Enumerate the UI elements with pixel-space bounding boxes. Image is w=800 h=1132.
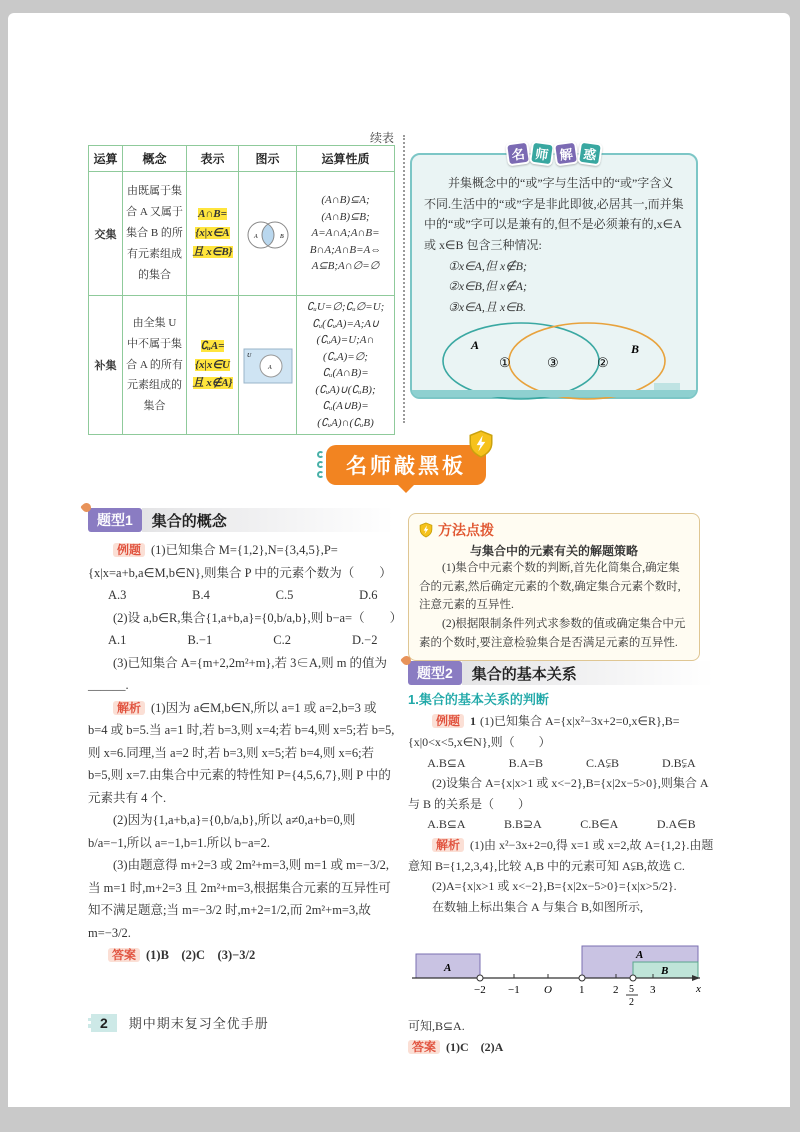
method-point-1: (1)集合中元素个数的判断,首先化简集合,确定集合的元素,然后确定元素的个数,确定集合元素个数时,注意元素的互异性. [419,562,681,612]
option-b: B.4 [192,588,210,603]
column-divider [403,135,405,423]
complement-diagram-icon [243,347,293,385]
question-1 [88,539,396,584]
highlighted-formula: ∁ᵤA={x|x∈U 且 x∉A} [192,339,233,390]
answer-badge: 答案 [108,948,140,962]
case-1: ①x∈A,但 x∉B; [448,258,527,273]
option-b: B.A=B [508,755,544,770]
complement-operation: 补集 [89,296,123,435]
option-d: D.−2 [352,633,378,648]
solution-1-text: (1)因为 a∈M,b∈N,所以 a=1 或 a=2,b=3 或 b=4 或 b=5.当 a=1 时,若 b=3,则 x=4;若 b=4,则 x=5;若 b=5,则 x=6.同理,当 a=2 时,若 b=3,则 x=5;若 b=4,则 x=6;若 b=5,则 x=7.由集合中元素的特性知 P={4,5,6,7},则 P 中的元素共有 4 个. [88,700,395,805]
section-banner [326,445,486,485]
tick-origin: O [544,983,552,996]
method-box-subtitle: 与集合中的元素有关的解题策略 [469,544,638,558]
question-1 [408,711,714,752]
question-1-text: (1)已知集合 M={1,2},N={3,4,5},P={x|x=a+b,a∈M,b∈N},则集合 P 中的元素个数为（ ） [88,543,392,580]
table-row [89,172,395,296]
badge-char: 惑 [577,141,603,167]
answer-line [88,944,396,967]
option-d: D.B⫋A [662,755,696,770]
page-number: 2 [88,1014,117,1032]
method-point-2: (2)根据限制条件列式求参数的值或确定集合中元素的个数时,要注意检验集合是否满足元素的互异性. [419,617,686,649]
option-b: B.B⊇A [504,817,542,832]
venn-region-2: ② [597,355,609,371]
option-c: C.2 [273,633,291,648]
intersection-notation [187,172,239,296]
example-badge: 例题 [432,714,464,728]
topic2-header [408,661,714,685]
figure-caption: 在数轴上标出集合 A 与集合 B,如图所示, [432,899,644,914]
highlighted-formula: A∩B={x|x∈A 且 x∈B} [192,208,233,258]
table-header-row [89,146,395,172]
method-box-title-row [419,520,689,540]
fraction-numerator: 5 [629,983,634,995]
col-header-notation: 表示 [187,146,239,172]
option-a: A.B⊆A [427,817,466,832]
number-line-figure [408,920,714,1015]
topic2-badge [408,661,462,685]
topic1-badge [88,508,142,532]
topic2-content [408,689,714,1057]
subsection-title: 1.集合的基本关系的判断 [408,692,549,707]
option-a: A.3 [108,588,127,603]
shield-icon [468,430,494,458]
complement-properties: ∁ᵤU=∅;∁ᵤ∅=U; ∁ᵤ(∁ᵤA)=A;A∪ (∁ᵤA)=U;A∩ (∁ᵤA)=∅; ∁ᵤ(A∩B)= (∁ᵤA)∪(∁ᵤB); ∁ᵤ(A∪B)= (∁ᵤA)∩(∁ᵤB) [297,296,395,435]
number-line-svg [408,920,708,1008]
tick-2: 2 [613,983,619,996]
spiral-binding-icon [317,451,324,478]
set-a-left-label: A [444,961,452,974]
teacher-tips-intro: 并集概念中的“或”字与生活中的“或”字含义不同.生活中的“或”字是非此即彼,必居其一,而并集中的“或”字可以是兼有的,但不是必须兼有的,x∈A 或 x∈B 包含三种情况: [424,176,684,252]
col-header-concept: 概念 [123,146,187,172]
example-number: 1 [470,714,477,729]
option-c: C.5 [275,588,294,603]
option-a: A.1 [108,633,127,648]
pencil-icon [80,501,93,514]
teacher-tips-body [412,155,696,403]
example-badge: 例题 [113,543,145,557]
solution-2: (2)因为{1,a+b,a}={0,b/a,b},所以 a≠0,a+b=0,则 b/a=−1,所以 a=−1,b=1.所以 b−a=2. [88,813,356,850]
method-tips-box [408,513,700,661]
banner-label: 名师敲黑板 [346,455,466,478]
intersection-diagram-cell [239,172,297,296]
col-header-operation: 运算 [89,146,123,172]
table-row [89,296,395,435]
teacher-tips-box [410,146,698,399]
whiteboard-tray [412,390,696,397]
solution-3: (3)由题意得 m+2=3 或 2m²+m=3,则 m=1 或 m=−3/2,当 m=1 时,m+2=3 且 2m²+m=3,根据集合元素的互异性可知不满足题意;当 m=−3/2 时,m+2=1/2,而 2m²+m=3,故 m=−3/2. [88,858,391,940]
question-2: (2)设 a,b∈R,集合{1,a+b,a}={0,b/a,b},则 b−a=（ ） [113,610,403,625]
venn-label-b: B [280,233,284,240]
fraction-denominator: 2 [629,996,634,1008]
badge-char: 名 [505,141,531,167]
book-title: 期中期末复习全优手册 [128,1016,269,1031]
solution-1-text: (1)由 x²−3x+2=0,得 x=1 或 x=2,故 A={1,2}.由题意知 B={1,2,3,4},比较 A,B 中的元素可知 A⫋B,故选 C. [408,838,714,873]
tick-1: 1 [579,983,585,996]
question-2: (2)设集合 A={x|x>1 或 x<−2},B={x|2x−5>0},则集合 A 与 B 的关系是（ ） [408,776,708,811]
solution-1 [88,697,396,810]
method-box-title: 方法点拨 [438,522,494,538]
answer-badge: 答案 [408,1040,440,1054]
axis-label-x: x [696,982,701,995]
shield-icon [419,522,433,538]
question-3: (3)已知集合 A={m+2,2m²+m},若 3∈A,则 m 的值为______. [88,655,388,693]
badge-char: 解 [553,141,579,167]
complement-concept: 由全集 U 中不属于集合 A 的所有元素组成的集合 [123,296,187,435]
answer-line [408,1037,714,1058]
topic2-badge-label: 题型2 [417,665,453,681]
venn-region-1: ① [499,355,511,371]
intersection-concept: 由既属于集合 A 又属于集合 B 的所有元素组成的集合 [123,172,187,296]
question-1-options [408,753,696,774]
question-1-text: (1)已知集合 A={x|x²−3x+2=0,x∈R},B={x|0<x<5,x∈N},则（ ） [408,714,680,749]
solution-2: (2)A={x|x>1 或 x<−2},B={x|2x−5>0}={x|x>5/2}. [432,879,677,894]
question-1-options [88,584,378,607]
case-3: ③x∈A,且 x∈B. [448,299,526,314]
answer-text: (1)B (2)C (3)−3/2 [146,948,256,963]
venn-intersection-icon [242,216,294,254]
diagram-label-u: U [246,353,251,359]
col-header-diagram: 图示 [239,146,297,172]
analysis-badge: 解析 [432,838,464,852]
complement-diagram-cell [239,296,297,435]
set-b-label: B [661,964,669,977]
answer-text: (1)C (2)A [446,1039,504,1054]
case-2: ②x∈B,但 x∉A; [448,279,527,294]
teacher-tips-badge [507,142,602,165]
set-operations-table [88,145,395,435]
topic1-content [88,539,403,967]
tick-3: 3 [650,983,656,996]
option-c: C.B∈A [580,817,619,832]
intersection-operation: 交集 [89,172,123,296]
intersection-properties: (A∩B)⊆A; (A∩B)⊆B; A=A∩A;A∩B= B∩A;A∩B=A⇔ A⊆B;A∩∅=∅ [297,172,395,296]
venn-label-b: B [631,342,640,357]
option-b: B.−1 [187,633,213,648]
topic1-title: 集合的概念 [142,508,394,532]
badge-char: 师 [529,141,555,167]
set-a-right-label: A [636,948,644,961]
topic1-header [88,508,394,532]
option-d: D.A∈B [656,817,696,832]
conclusion: 可知,B⊆A. [408,1019,465,1034]
option-a: A.B⊆A [427,755,466,770]
diagram-label-a: A [267,365,272,371]
complement-notation [187,296,239,435]
textbook-page [8,13,790,1107]
option-d: D.6 [359,588,378,603]
question-2-options [408,814,696,835]
page-footer [88,1013,269,1032]
topic1-badge-label: 题型1 [97,512,133,528]
analysis-badge: 解析 [113,701,145,715]
venn-region-3: ③ [547,355,559,371]
tick-minus1: −1 [508,983,520,996]
whiteboard-eraser [654,383,680,390]
topic2-title: 集合的基本关系 [462,661,714,685]
tick-minus2: −2 [474,983,486,996]
continued-table-label: 续表 [369,131,394,145]
col-header-properties: 运算性质 [297,146,395,172]
option-c: C.A⫋B [586,755,619,770]
venn-label-a: A [254,233,258,240]
question-2-options [88,629,378,652]
venn-label-a: A [471,338,480,353]
solution-1 [408,835,714,876]
